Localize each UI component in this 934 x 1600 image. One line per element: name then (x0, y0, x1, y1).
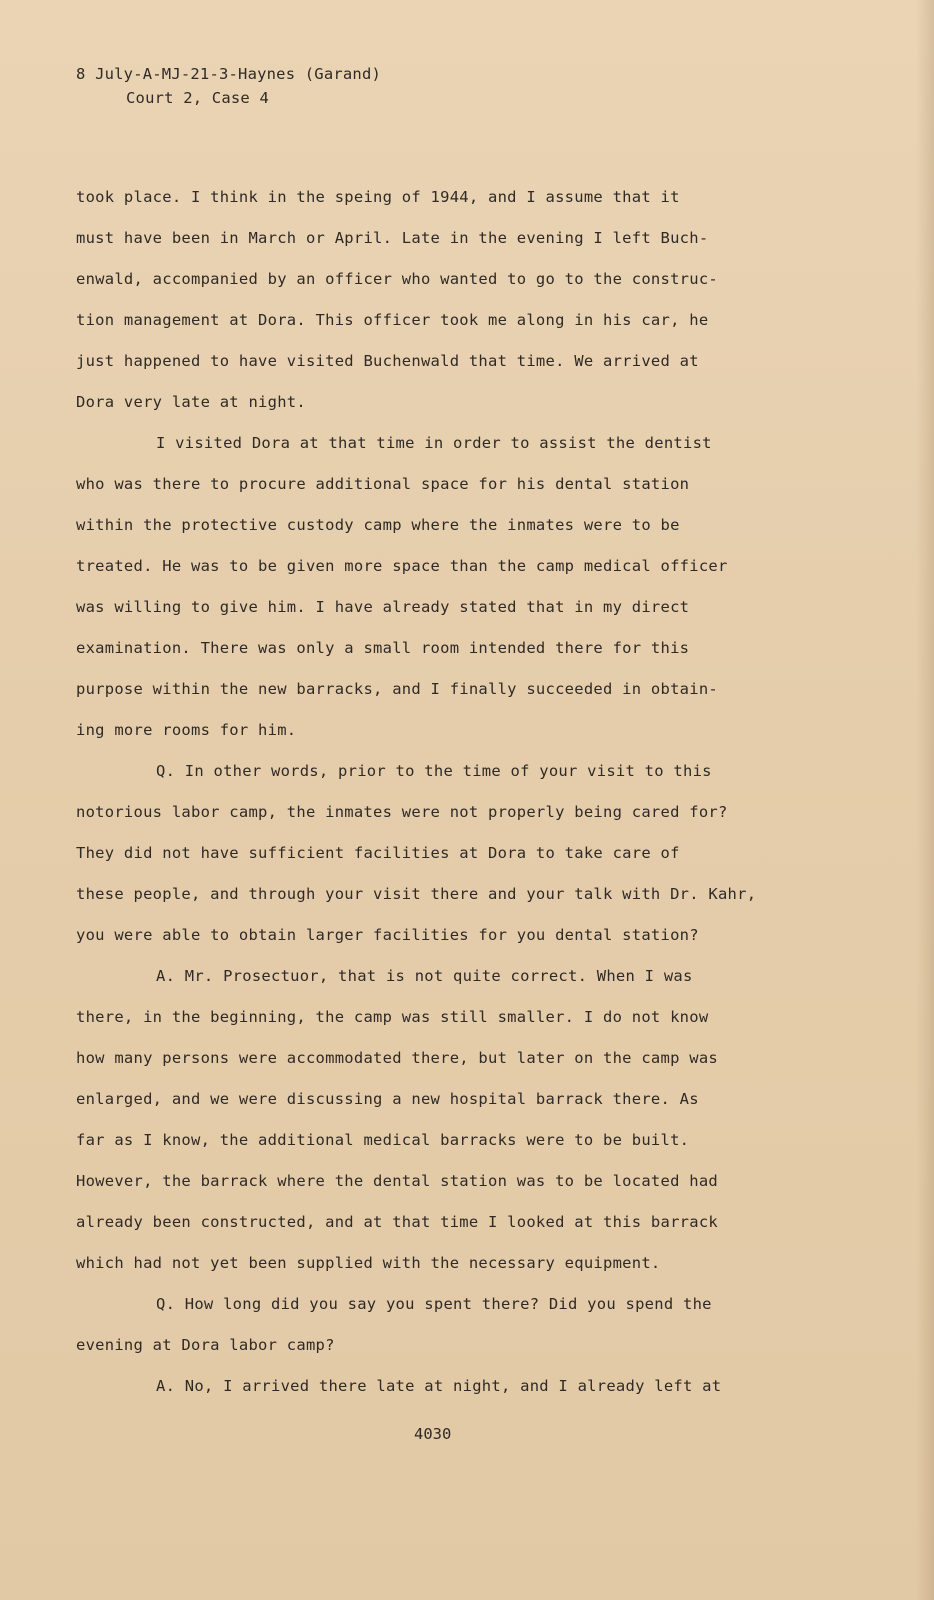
answer-first-line: A. Mr. Prosectuor, that is not quite correct. When I was (156, 967, 693, 985)
text-line: you were able to obtain larger facilities for you dental station? (76, 926, 699, 944)
text-line: just happened to have visited Buchenwald that time. We arrived at (76, 352, 699, 370)
text-line: Dora very late at night. (76, 393, 306, 411)
text-line: notorious labor camp, the inmates were not properly being cared for? (76, 803, 728, 821)
text-line: these people, and through your visit there and your talk with Dr. Kahr, (76, 885, 757, 903)
text-line: which had not yet been supplied with the necessary equipment. (76, 1254, 661, 1272)
text-line: who was there to procure additional space for his dental station (76, 475, 690, 493)
text-line: However, the barrack where the dental station was to be located had (76, 1172, 718, 1190)
text-line: enlarged, and we were discussing a new hospital barrack there. As (76, 1090, 699, 1108)
text-line: far as I know, the additional medical barracks were to be built. (76, 1131, 690, 1149)
page-edge-shadow (916, 0, 934, 1600)
text-line: took place. I think in the speing of 1944, and I assume that it (76, 188, 680, 206)
text-line: examination. There was only a small room intended there for this (76, 639, 690, 657)
header-case-line: 8 July-A-MJ-21-3-Haynes (Garand) (76, 65, 382, 83)
text-line: treated. He was to be given more space than the camp medical officer (76, 557, 728, 575)
question-first-line: Q. In other words, prior to the time of your visit to this (156, 762, 712, 780)
document-header (76, 62, 381, 110)
text-line: already been constructed, and at that time I looked at this barrack (76, 1213, 718, 1231)
text-line: was willing to give him. I have already stated that in my direct (76, 598, 690, 616)
text-line: within the protective custody camp where the inmates were to be (76, 516, 680, 534)
answer-first-line: A. No, I arrived there late at night, and I already left at (156, 1377, 722, 1395)
header-court-line: Court 2, Case 4 (126, 89, 269, 107)
question-first-line: Q. How long did you say you spent there? Did you spend the (156, 1295, 712, 1313)
text-line: They did not have sufficient facilities at Dora to take care of (76, 844, 680, 862)
text-line: enwald, accompanied by an officer who wanted to go to the construc- (76, 270, 718, 288)
text-line: ing more rooms for him. (76, 721, 297, 739)
text-line: evening at Dora labor camp? (76, 1336, 335, 1354)
text-line: how many persons were accommodated there, but later on the camp was (76, 1049, 718, 1067)
text-line: tion management at Dora. This officer took me along in his car, he (76, 311, 709, 329)
text-line: there, in the beginning, the camp was still smaller. I do not know (76, 1008, 709, 1026)
paragraph-first-line: I visited Dora at that time in order to assist the dentist (156, 434, 712, 452)
page-number: 4030 (414, 1425, 452, 1443)
text-line: purpose within the new barracks, and I finally succeeded in obtain- (76, 680, 718, 698)
text-line: must have been in March or April. Late in the evening I left Buch- (76, 229, 709, 247)
